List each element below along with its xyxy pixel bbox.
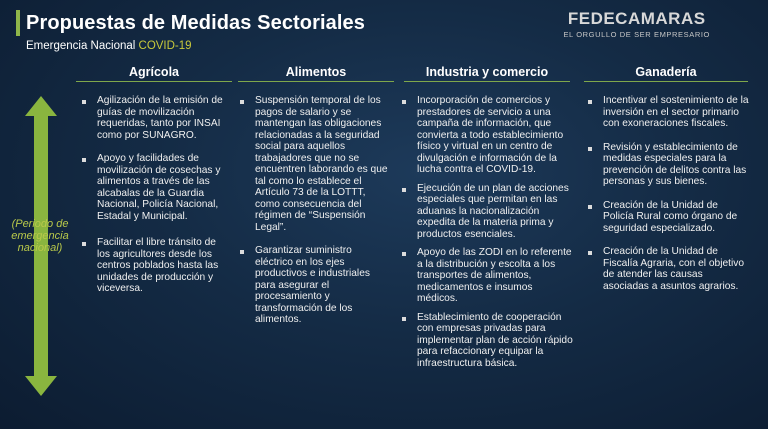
bullet-icon	[588, 205, 592, 209]
column-industria	[402, 95, 574, 381]
list-item: Suspensión temporal de los pagos de salario y se mantengan las obligaciones relacionadas a la seguridad social para aquellos trabajadores que no se encuentren laborando es que tal como lo establece el Artículo 73 de la LOTTT, como consecuencia del régimen de “Suspensión Legal”.	[240, 95, 392, 233]
bullet-icon	[240, 100, 244, 104]
bullet-icon	[588, 100, 592, 104]
brand-logo	[563, 9, 710, 39]
list-item: Apoyo de las ZODI en lo referente a la distribución y escolta a los transportes de alimentos, medicamentos e insumos médicos.	[402, 247, 574, 305]
bullet-icon	[402, 100, 406, 104]
column-header-alimentos: Alimentos	[238, 60, 394, 82]
period-label: (Periodo de emergencia nacional)	[11, 218, 69, 254]
bullet-icon	[588, 251, 592, 255]
column-header-industria: Industria y comercio	[404, 60, 570, 82]
bullet-icon	[82, 100, 86, 104]
list-item: Incorporación de comercios y prestadores de servicio a una campaña de información, que convierta a todo establecimiento físico y virtual en un centro de divulgación e información de la lucha contra el COVID-19.	[402, 95, 574, 176]
list-item: Ejecución de un plan de acciones especiales que permitan en las aduanas la nacionalización expedita de la materia prima y productos esenciales.	[402, 183, 574, 241]
bullet-icon	[588, 147, 592, 151]
brand-name: FEDECAMARAS	[567, 9, 706, 28]
subtitle-accent: COVID-19	[138, 40, 192, 52]
bullet-icon	[240, 250, 244, 254]
list-item: Apoyo y facilidades de movilización de cosechas y alimentos a través de las alcabalas de la Guardia Nacional, Policía Nacional, Estadal y Municipal.	[82, 153, 230, 222]
title-accent-bar	[16, 10, 20, 36]
list-item: Revisión y establecimiento de medidas especiales para la prevención de delitos contra las personas y sus bienes.	[588, 142, 750, 188]
column-header-agricola: Agrícola	[76, 60, 232, 82]
bullet-icon	[402, 188, 406, 192]
column-alimentos	[240, 95, 392, 338]
bullet-icon	[402, 317, 406, 321]
list-item: Creación de la Unidad de Fiscalía Agraria, con el objetivo de atender las causas asociadas a asuntos agrarios.	[588, 246, 750, 292]
column-header-ganaderia: Ganadería	[584, 60, 748, 82]
list-item: Establecimiento de cooperación con empresas privadas para implementar plan de acción rápido para refaccionary equipar la infraestructura básica.	[402, 312, 574, 370]
list-item: Garantizar suministro eléctrico en los ejes productivos e industriales para asegurar el procesamiento y transformación de los alimentos.	[240, 245, 392, 326]
page-subtitle	[26, 40, 192, 52]
list-item: Incentivar el sostenimiento de la inversión en el sector primario con exoneraciones fiscales.	[588, 95, 750, 130]
list-item: Agilización de la emisión de guías de movilización requeridas, tanto por INSAI como por SUNAGRO.	[82, 95, 230, 141]
column-ganaderia	[588, 95, 750, 304]
list-item: Facilitar el libre tránsito de los agricultores desde los centros poblados hasta las unidades de producción y viceversa.	[82, 237, 230, 295]
bullet-icon	[82, 242, 86, 246]
column-agricola	[82, 95, 230, 307]
title-bar	[16, 10, 365, 36]
brand-tagline: EL ORGULLO DE SER EMPRESARIO	[563, 30, 710, 39]
subtitle-prefix: Emergencia Nacional	[26, 40, 136, 52]
bullet-icon	[82, 158, 86, 162]
bullet-icon	[402, 252, 406, 256]
list-item: Creación de la Unidad de Policía Rural como órgano de seguridad especializado.	[588, 200, 750, 235]
page-title: Propuestas de Medidas Sectoriales	[26, 11, 365, 34]
